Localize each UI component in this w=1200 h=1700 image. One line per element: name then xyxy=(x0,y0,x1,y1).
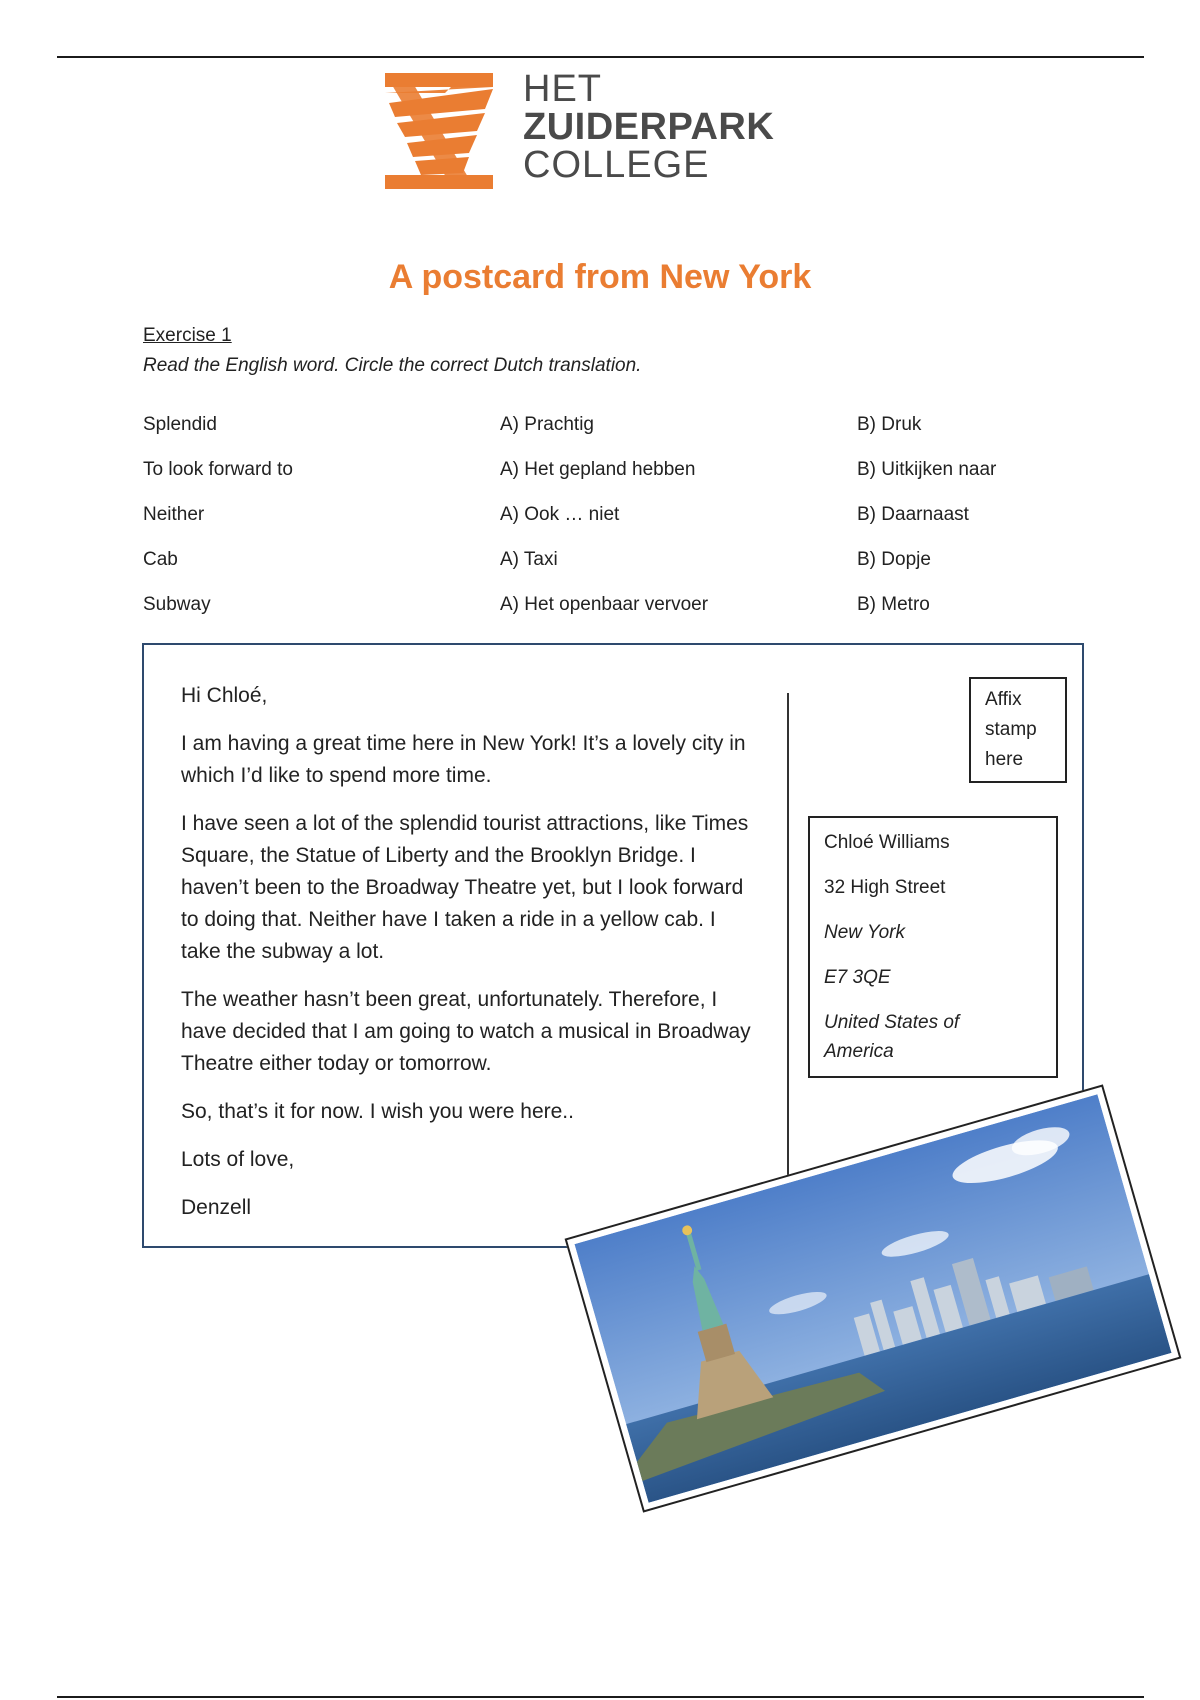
stamp-text: stamp xyxy=(985,719,1037,740)
address-name: Chloé Williams xyxy=(824,832,950,853)
address-city: New York xyxy=(824,922,905,943)
address-box xyxy=(808,816,1058,1078)
school-logo xyxy=(385,70,825,195)
signature: Denzell xyxy=(181,1196,252,1219)
option-a[interactable]: A) Het gepland hebben xyxy=(500,459,696,480)
message-paragraph: I am having a great time here in New York! It’s a lovely city in which I’d like to spend more time. xyxy=(181,732,746,787)
option-b[interactable]: B) Druk xyxy=(857,414,922,435)
zuiderpark-logo-icon xyxy=(385,73,493,189)
english-word: Splendid xyxy=(143,414,217,435)
option-a[interactable]: A) Ook … niet xyxy=(500,504,620,525)
vocab-row xyxy=(143,545,1143,590)
english-word: To look forward to xyxy=(143,459,293,480)
logo-line-college: COLLEGE xyxy=(523,144,710,186)
vocab-row xyxy=(143,455,1143,500)
exercise-label: Exercise 1 xyxy=(143,325,232,346)
option-b[interactable]: B) Dopje xyxy=(857,549,931,570)
page-title: A postcard from New York xyxy=(388,258,812,296)
option-a[interactable]: A) Taxi xyxy=(500,549,558,570)
address-postcode: E7 3QE xyxy=(824,967,891,988)
english-word: Subway xyxy=(143,594,211,615)
stamp-box xyxy=(969,677,1067,783)
address-country: United States of xyxy=(824,1012,960,1033)
option-b[interactable]: B) Daarnaast xyxy=(857,504,969,525)
option-b[interactable]: B) Metro xyxy=(857,594,930,615)
bottom-rule xyxy=(57,1696,1144,1698)
address-street: 32 High Street xyxy=(824,877,946,898)
message-paragraph: I have seen a lot of the splendid tourist attractions, like Times Square, the Statue of Liberty and the Brooklyn Bridge. I haven’t been to the Broadway Theatre yet, but I look forward to doing that. Neither have I taken a ride in a yellow cab. I take the subway a lot. xyxy=(181,812,749,963)
vocabulary-table xyxy=(143,410,1143,635)
stamp-text: Affix xyxy=(985,689,1022,710)
closing: Lots of love, xyxy=(181,1148,295,1171)
logo-line-zuiderpark: ZUIDERPARK xyxy=(523,106,775,148)
english-word: Cab xyxy=(143,549,178,570)
english-word: Neither xyxy=(143,504,205,525)
greeting: Hi Chloé, xyxy=(181,684,268,707)
logo-wordmark xyxy=(523,70,774,184)
stamp-text: here xyxy=(985,749,1024,770)
postcard-divider xyxy=(787,693,789,1183)
vocab-row xyxy=(143,410,1143,455)
vocab-row xyxy=(143,590,1143,635)
postcard-message xyxy=(181,680,761,1240)
option-a[interactable]: A) Het openbaar vervoer xyxy=(500,594,709,615)
option-b[interactable]: B) Uitkijken naar xyxy=(857,459,997,480)
logo-line-het: HET xyxy=(523,68,602,110)
message-paragraph: The weather hasn’t been great, unfortunately. Therefore, I have decided that I am going to watch a musical in Broadway Theatre either today or tomorrow. xyxy=(181,988,751,1075)
message-paragraph: So, that’s it for now. I wish you were here.. xyxy=(181,1100,574,1123)
address-country: America xyxy=(824,1041,894,1062)
top-rule xyxy=(57,56,1144,58)
option-a[interactable]: A) Prachtig xyxy=(500,414,594,435)
vocab-row xyxy=(143,500,1143,545)
exercise-instruction: Read the English word. Circle the correct Dutch translation. xyxy=(143,355,642,376)
